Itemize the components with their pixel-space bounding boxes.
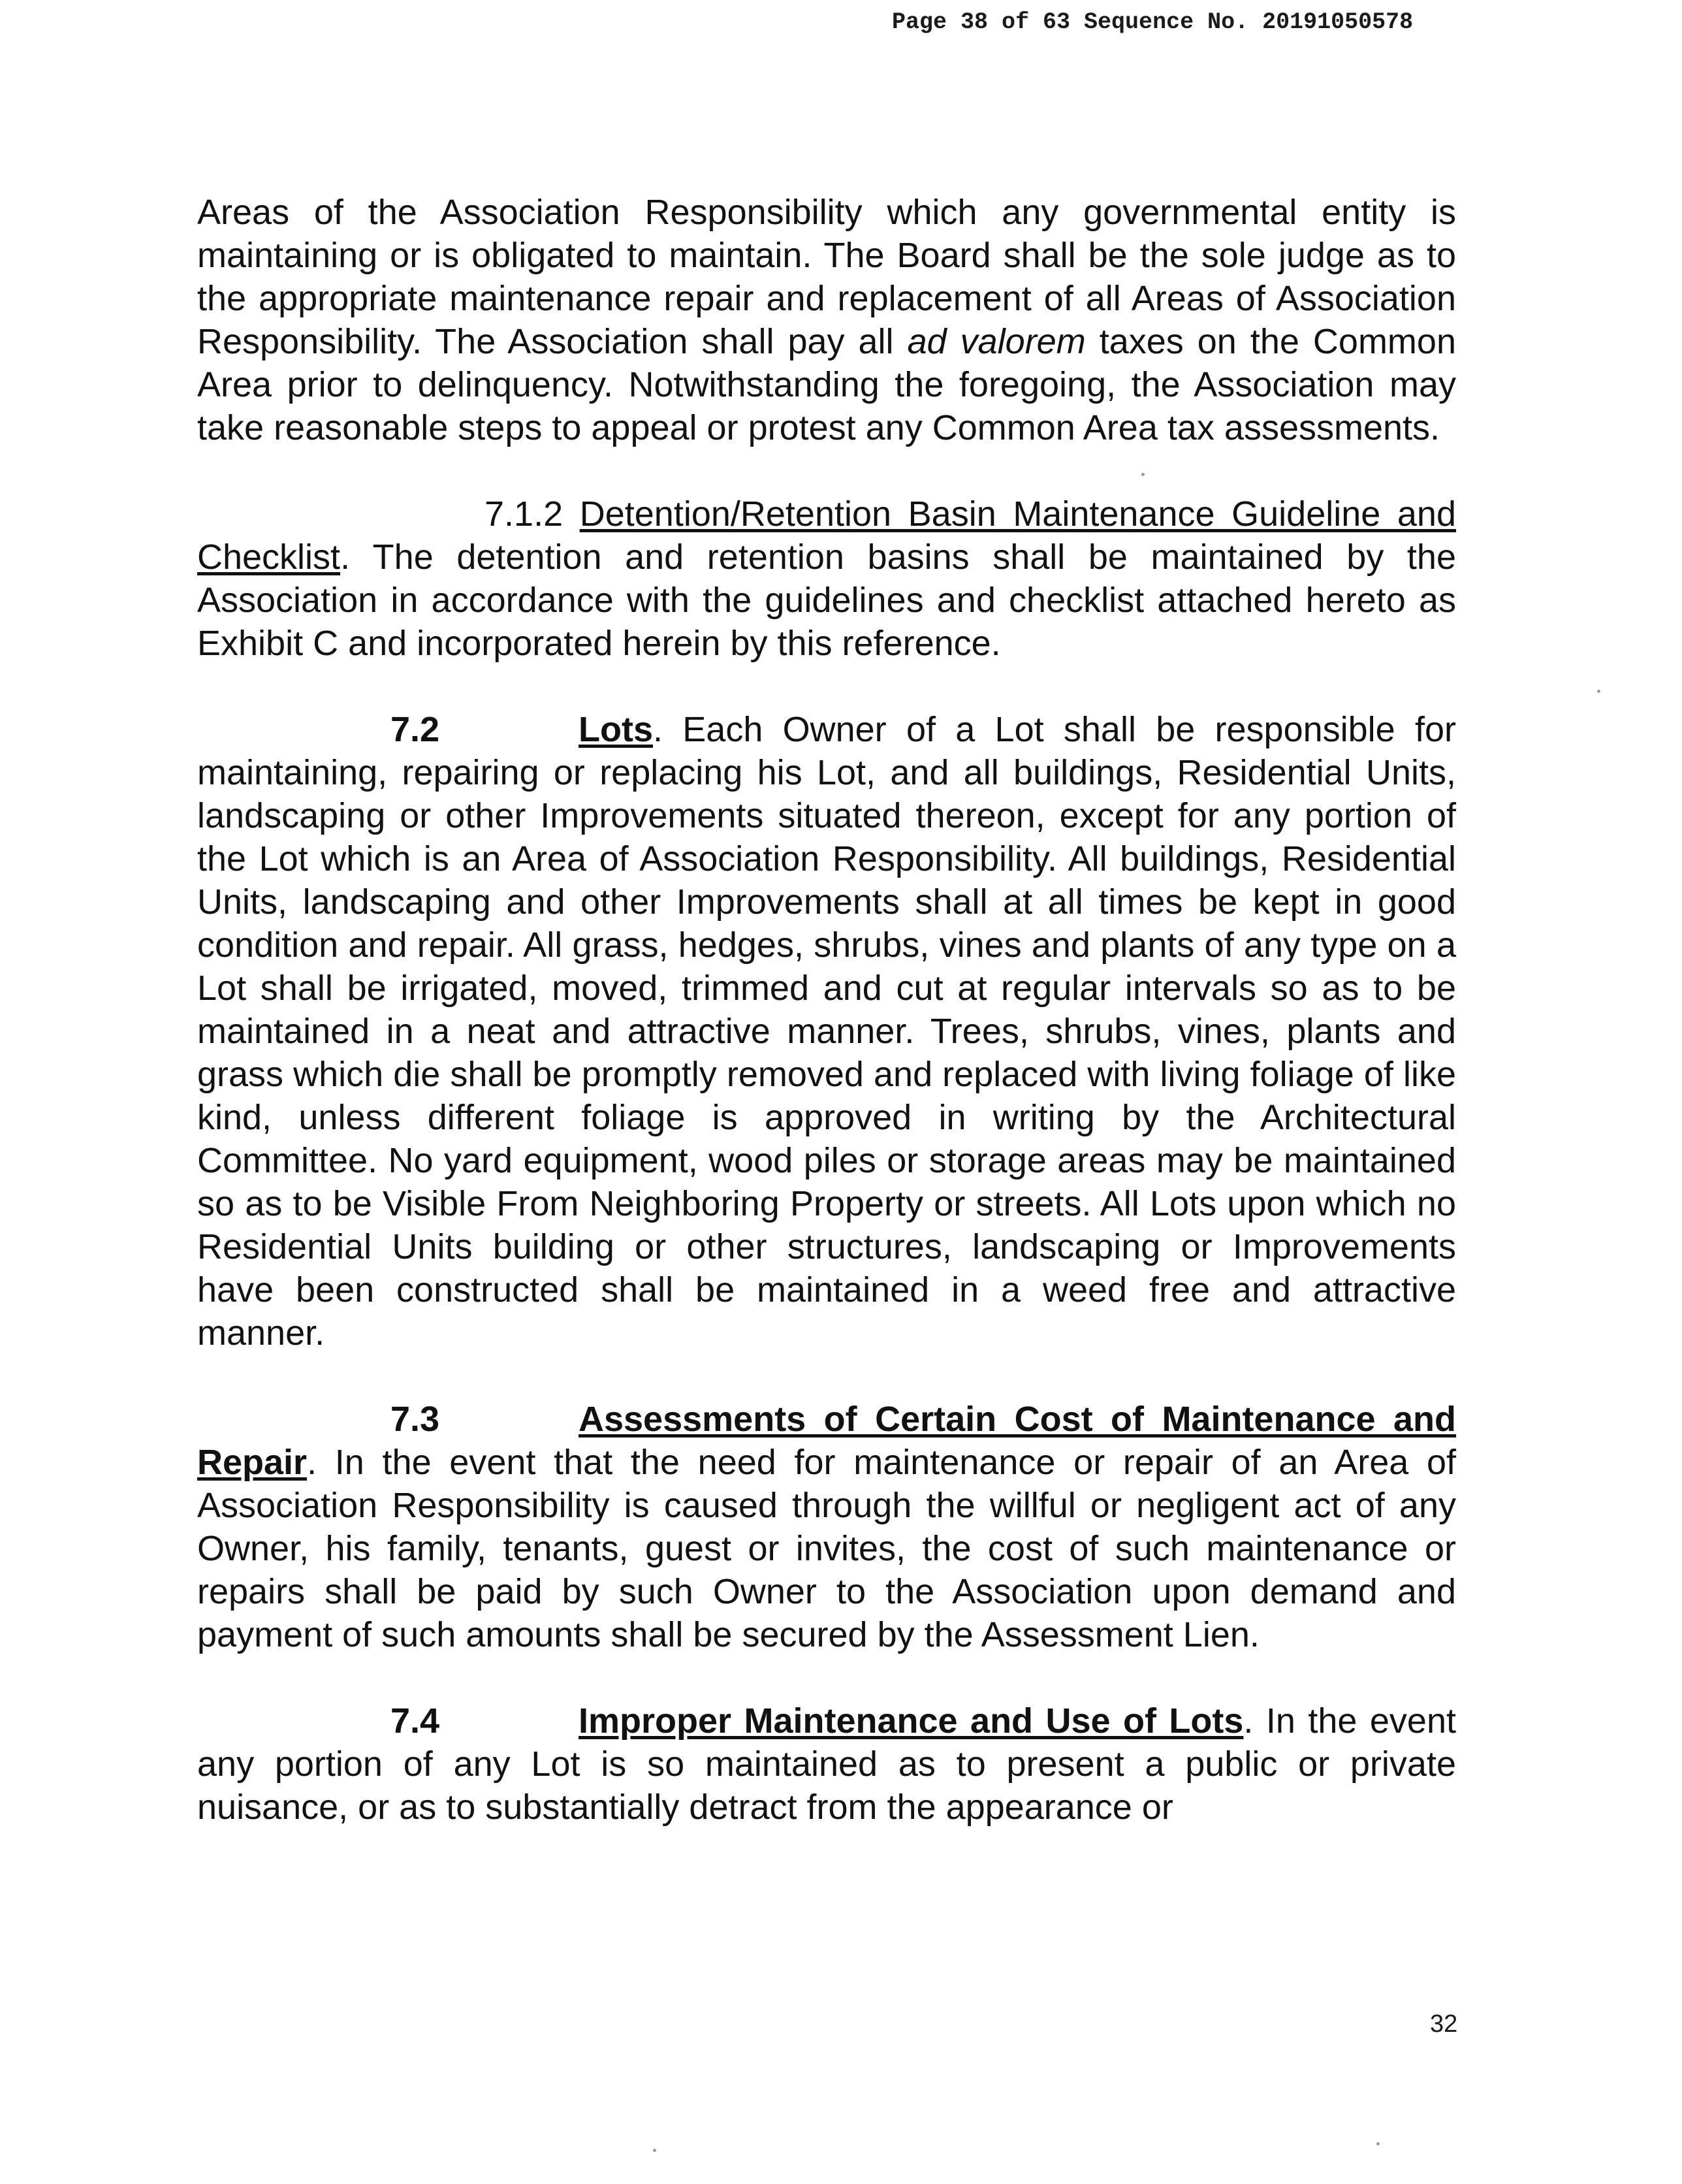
sequence-stamp: Page 38 of 63 Sequence No. 20191050578 bbox=[892, 9, 1414, 35]
section-number: 7.2 bbox=[390, 710, 440, 749]
section-7-2 bbox=[197, 708, 1456, 1355]
section-number: 7.4 bbox=[390, 1701, 440, 1741]
section-text: . The detention and retention basins shall be maintained by the Association in accordance with the guidelines and checklist attached hereto as Exhibit C and incorporated herein by this reference. bbox=[197, 538, 1456, 663]
paragraph-continuation bbox=[197, 191, 1456, 449]
italic-term: ad valorem bbox=[907, 322, 1086, 361]
section-text: . In the event that the need for maintenance or repair of an Area of Association Responsibility is caused through the willful or negligent act of any Owner, his family, tenants, guest or invites, the cost of such maintenance or repairs shall be paid by such Owner to the Association upon demand and payment of such amounts shall be secured by the Assessment Lien. bbox=[197, 1443, 1456, 1654]
scan-speck bbox=[1376, 2142, 1380, 2145]
section-title: Lots bbox=[579, 710, 653, 749]
section-7-3 bbox=[197, 1398, 1456, 1656]
section-title: Assessments of Certain Cost of Maintenance and Repair bbox=[197, 1400, 1456, 1482]
document-body bbox=[197, 191, 1456, 1829]
section-7-1-2 bbox=[197, 492, 1456, 665]
section-7-4 bbox=[197, 1699, 1456, 1829]
scan-speck bbox=[1597, 690, 1600, 693]
page-number: 32 bbox=[1430, 2010, 1458, 2038]
paragraph-text: taxes on the Common Area prior to delinquency. Notwithstanding the foregoing, the Association may take reasonable steps to appeal or protest any Common Area tax assessments. bbox=[197, 322, 1456, 447]
section-text: . Each Owner of a Lot shall be responsible for maintaining, repairing or replacing his Lot, and all buildings, Residential Units, landscaping or other Improvements situated thereon, except for any portion of the Lot which is an Area of Association Responsibility. All buildings, Residential Units, landscaping and other Improvements shall at all times be kept in good condition and repair. All grass, hedges, shrubs, vines and plants of any type on a Lot shall be irrigated, moved, trimmed and cut at regular intervals so as to be maintained in a neat and attractive manner. Trees, shrubs, vines, plants and grass which die shall be promptly removed and replaced with living foliage of like kind, unless different foliage is approved in writing by the Architectural Committee. No yard equipment, wood piles or storage areas may be maintained so as to be Visible From Neighboring Property or streets. All Lots upon which no Residential Units building or other structures, landscaping or Improvements have been constructed shall be maintained in a weed free and attractive manner. bbox=[197, 710, 1456, 1353]
scan-speck bbox=[653, 2149, 656, 2152]
section-text: . In the event any portion of any Lot is so maintained as to present a public or private nuisance, or as to substantially detract from the appearance or bbox=[197, 1701, 1456, 1827]
scan-speck bbox=[1141, 473, 1145, 476]
section-title: Improper Maintenance and Use of Lots bbox=[579, 1701, 1244, 1741]
section-number: 7.1.2 bbox=[484, 494, 563, 534]
section-number: 7.3 bbox=[390, 1400, 440, 1439]
section-title: Detention/Retention Basin Maintenance Guideline and Checklist bbox=[197, 494, 1456, 577]
paragraph-text: Areas of the Association Responsibility which any governmental entity is maintaining or is obligated to maintain. The Board shall be the sole judge as to the appropriate maintenance repair and replacement of all Areas of Association Responsibility. The Association shall pay all bbox=[197, 193, 1456, 361]
